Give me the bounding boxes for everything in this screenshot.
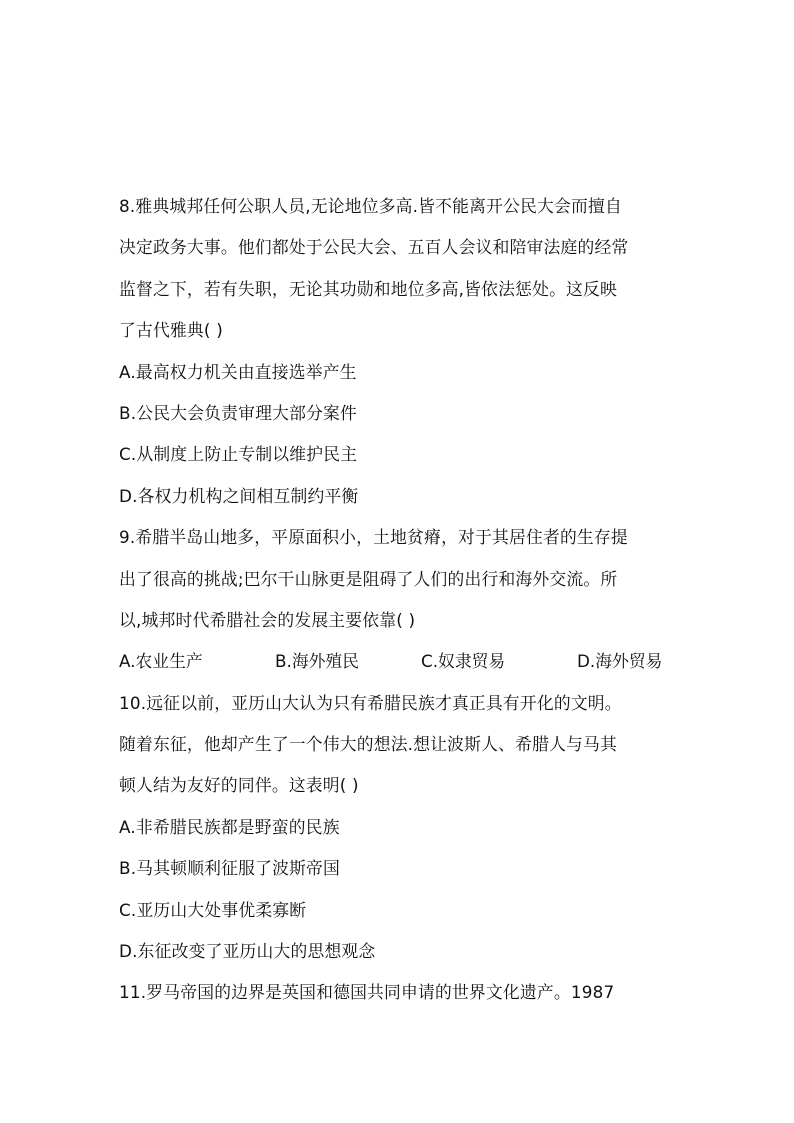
question-stem-line: 以,城邦时代希腊社会的发展主要依靠( ) xyxy=(119,609,416,630)
options-row xyxy=(119,641,679,682)
question-list xyxy=(119,186,679,1014)
question-8 xyxy=(119,186,679,517)
option-a: A.最高权力机关由直接选举产生 xyxy=(119,361,357,382)
question-stem-line: 决定政务大事。他们都处于公民大会、五百人会议和陪审法庭的经常 xyxy=(119,237,629,258)
option-d: D.海外贸易 xyxy=(577,651,663,672)
option-a: A.非希腊民族都是野蛮的民族 xyxy=(119,816,340,837)
option-a: A.农业生产 xyxy=(119,651,203,672)
question-stem-line: 出了很高的挑战;巴尔干山脉更是阻碍了人们的出行和海外交流。所 xyxy=(119,568,618,589)
option-b: B.马其顿顺利征服了波斯帝国 xyxy=(119,858,341,879)
question-9 xyxy=(119,517,679,683)
option-b: B.海外殖民 xyxy=(275,651,359,672)
option-c: C.亚历山大处事优柔寡断 xyxy=(119,899,307,920)
option-c: C.从制度上防止专制以维护民主 xyxy=(119,444,358,465)
question-stem-line: 了古代雅典( ) xyxy=(119,320,223,341)
question-11 xyxy=(119,972,679,1013)
question-10 xyxy=(119,683,679,973)
question-stem-line: 随着东征，他却产生了一个伟大的想法.想让波斯人、希腊人与马其 xyxy=(119,734,617,755)
question-stem-line: 8.雅典城邦任何公职人员,无论地位多高.皆不能离开公民大会而擅自 xyxy=(119,196,622,216)
question-stem-line: 11.罗马帝国的边界是英国和德国共同申请的世界文化遗产。1987 xyxy=(119,982,615,1003)
option-d: D.各权力机构之间相互制约平衡 xyxy=(119,485,359,506)
option-b: B.公民大会负责审理大部分案件 xyxy=(119,402,358,423)
question-stem-line: 10.远征以前，亚历山大认为只有希腊民族才真正具有开化的文明。 xyxy=(119,692,622,713)
question-stem-line: 监督之下，若有失职，无论其功勋和地位多高,皆依法惩处。这反映 xyxy=(119,278,617,299)
question-stem-line: 顿人结为友好的同伴。这表明( ) xyxy=(119,775,359,796)
option-d: D.东征改变了亚历山大的思想观念 xyxy=(119,941,376,962)
question-stem-line: 9.希腊半岛山地多，平原面积小，土地贫瘠，对于其居住者的生存提 xyxy=(119,527,628,548)
option-c: C.奴隶贸易 xyxy=(421,651,506,672)
